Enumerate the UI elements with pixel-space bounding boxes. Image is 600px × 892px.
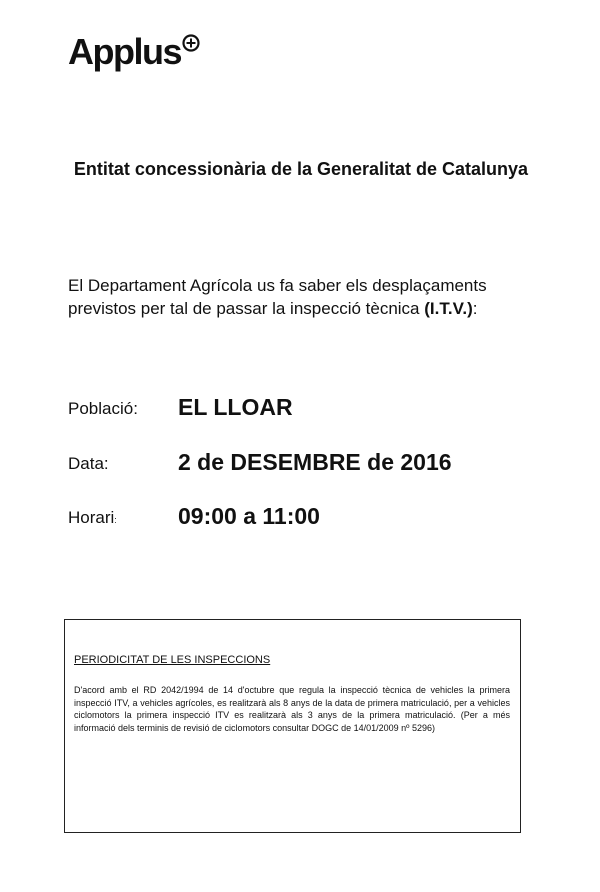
poblacio-label: Població:	[68, 399, 138, 418]
data-value: 2 de DESEMBRE de 2016	[178, 449, 452, 475]
plus-circle-icon	[182, 34, 200, 52]
page-heading: Entitat concessionària de la Generalitat de Catalunya	[73, 159, 529, 179]
logo-wordmark: Applus	[68, 31, 181, 72]
horari-value: 09:00 a 11:00	[178, 503, 320, 529]
info-box-text: D'acord amb el RD 2042/1994 de 14 d'octubre que regula la inspecció tècnica de vehicles la primera inspecció ITV, a vehicles agrícoles, es realitzarà als 8 anys de la data de primera matriculació, per a vehicles ciclomotors la primera inspecció ITV es realitzarà als 3 anys de la primera matriculació. (Per a més informació dels terminis de revisió de ciclomotors consultar DOGC de 14/01/2009 nº 5296)	[74, 685, 510, 733]
applus-logo	[68, 30, 200, 74]
data-label: Data:	[68, 454, 109, 473]
poblacio-value: EL LLOAR	[178, 394, 293, 420]
intro-suffix: :	[472, 299, 478, 318]
horari-label-text: Horari	[68, 508, 115, 527]
horari-label-suffix: :	[114, 515, 117, 525]
intro-text: El Departament Agrícola us fa saber els desplaçaments previstos per tal de passar la inspecció tècnica	[68, 276, 487, 318]
periodicity-info-box	[64, 619, 521, 833]
horari-label	[68, 506, 117, 532]
intro-paragraph	[68, 274, 548, 320]
intro-emphasis: (I.T.V.)	[424, 299, 473, 318]
info-box-title: PERIODICITAT DE LES INSPECCIONS	[74, 654, 271, 666]
